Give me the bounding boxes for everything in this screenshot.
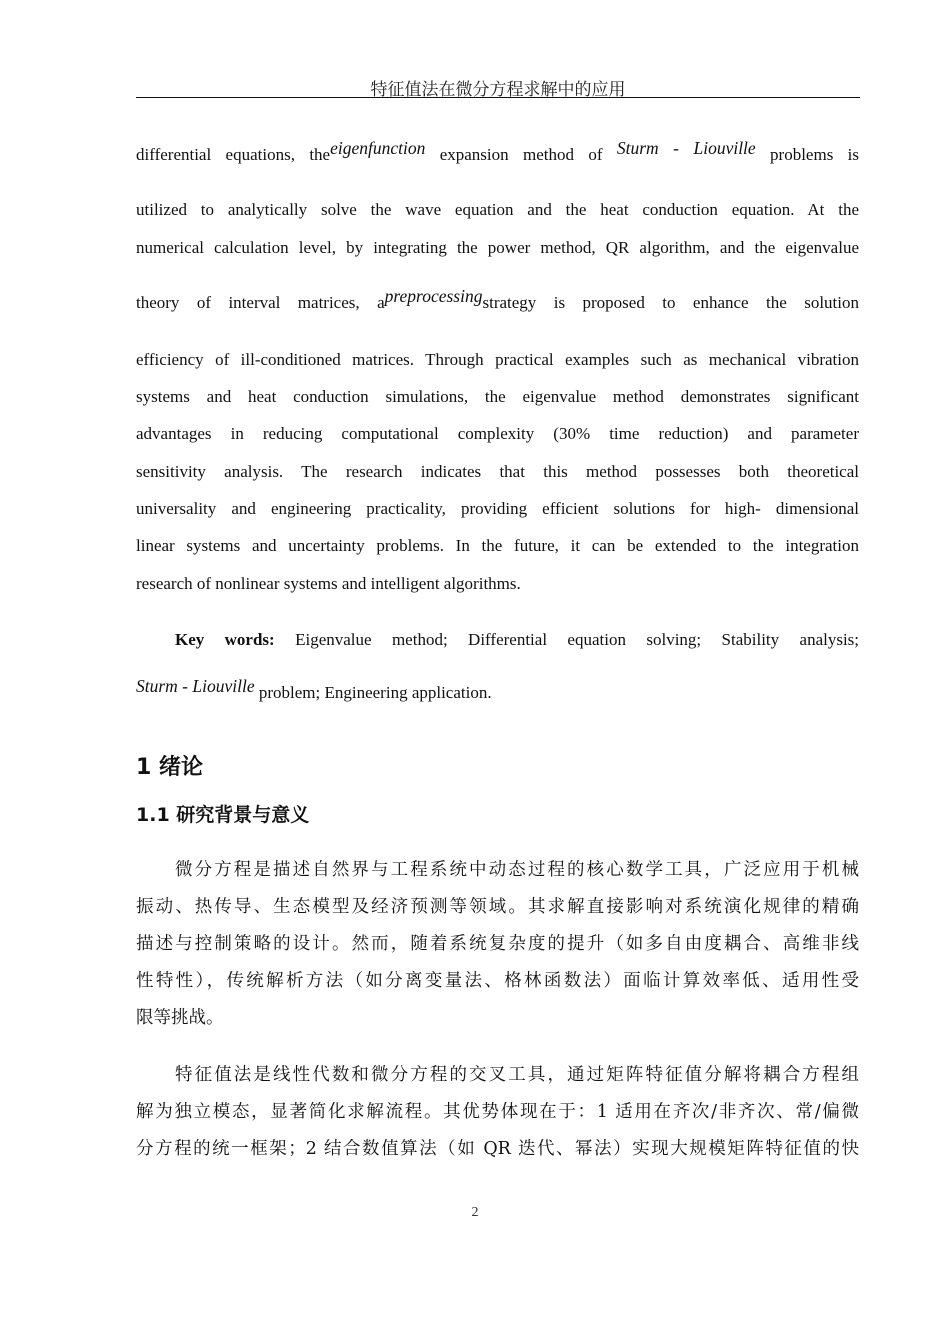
keywords-label: Key words: [175, 630, 275, 649]
abstract-text: differential equations, the [136, 145, 331, 164]
abstract-line-6: systems and heat conduction simulations, the eigenvalue method demonstrates significant [136, 387, 859, 406]
running-header-title: 特征值法在微分方程求解中的应用 [370, 80, 626, 99]
abstract-line-4 [136, 286, 860, 314]
abstract-text: expansion method of [439, 145, 603, 164]
paragraph-line: 特征值法是线性代数和微分方程的交叉工具，通过矩阵特征值分解将耦合方程组 [175, 1065, 859, 1085]
math-preprocessing: preprocessing [384, 286, 483, 306]
subsection-heading: 1.1 研究背景与意义 [136, 804, 310, 826]
math-sturm-liouville: Sturm - Liouville [616, 138, 756, 158]
abstract-line-1 [136, 138, 860, 166]
section-heading: 1 绪论 [136, 755, 203, 780]
page-number: 2 [471, 1205, 479, 1220]
paragraph-line: 限等挑战。 [136, 1008, 224, 1028]
abstract-line-10: linear systems and uncertainty problems. In the future, it can be extended to the integration [136, 536, 859, 555]
paragraph-line: 性特性），传统解析方法（如分离变量法、格林函数法）面临计算效率低、适用性受 [136, 971, 859, 991]
abstract-text: problems is [770, 145, 860, 164]
abstract-text: theory of interval matrices, a [136, 293, 385, 312]
header-rule [136, 97, 860, 98]
paragraph-line: 解为独立模态，显著简化求解流程。其优势体现在于：1 适用在齐次/非齐次、常/偏微 [136, 1102, 859, 1122]
abstract-line-2: utilized to analytically solve the wave equation and the heat conduction equation. At the [136, 200, 859, 219]
paragraph-line: 微分方程是描述自然界与工程系统中动态过程的核心数学工具，广泛应用于机械 [175, 860, 859, 880]
abstract-line-3: numerical calculation level, by integrating the power method, QR algorithm, and the eigenvalue [136, 238, 859, 257]
abstract-line-11: research of nonlinear systems and intelligent algorithms. [136, 574, 521, 593]
paragraph-line: 振动、热传导、生态模型及经济预测等领域。其求解直接影响对系统演化规律的精确 [136, 897, 859, 917]
math-eigenfunction: eigenfunction [330, 138, 426, 158]
keywords-text: problem; Engineering application. [258, 683, 492, 702]
abstract-line-8: sensitivity analysis. The research indicates that this method possesses both theoretical [136, 462, 859, 481]
paragraph-line: 描述与控制策略的设计。然而，随着系统复杂度的提升（如多自由度耦合、高维非线 [136, 934, 859, 954]
abstract-text: strategy is proposed to enhance the solution [482, 293, 860, 312]
abstract-line-7: advantages in reducing computational complexity (30% time reduction) and parameter [136, 424, 859, 443]
keywords-line-1 [175, 628, 859, 652]
abstract-line-9: universality and engineering practicality, providing efficient solutions for high- dimensional [136, 499, 859, 518]
paragraph-line: 分方程的统一框架；2 结合数值算法（如 QR 迭代、幂法）实现大规模矩阵特征值的快 [136, 1139, 859, 1159]
math-sturm-liouville: Sturm - Liouville [136, 676, 255, 696]
keywords-line-2 [136, 676, 859, 704]
abstract-line-5: efficiency of ill-conditioned matrices. Through practical examples such as mechanical vibration [136, 350, 859, 369]
keywords-text: Eigenvalue method; Differential equation solving; Stability analysis; [295, 630, 860, 649]
